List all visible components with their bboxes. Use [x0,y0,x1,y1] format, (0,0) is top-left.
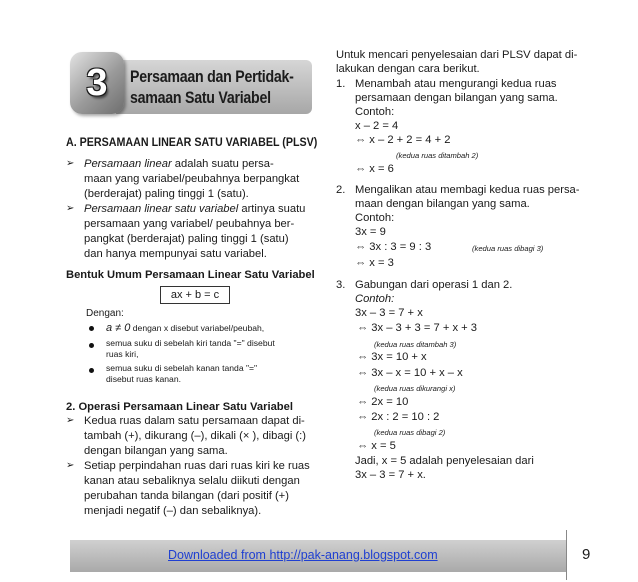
p4-line3: perubahan tanda bilangan (dari positif (+) [84,490,289,502]
item1-eq1: x – 2 = 4 [355,120,399,132]
p3-line3: dengan bilangan yang sama. [84,445,228,457]
item1-eq3: ⇔ x = 6 [355,163,394,175]
item3-note2: (kedua ruas ditambah 3) [374,340,457,349]
item2-eq3: ⇔ x = 3 [355,257,394,269]
section-a-heading: A. PERSAMAAN LINEAR SATU VARIABEL (PLSV) [66,137,318,149]
item2-eq1: 3x = 9 [355,226,386,238]
p3-line1: Kedua ruas dalam satu persamaan dapat di- [84,415,305,427]
item3-eq7: ⇔ x = 5 [357,440,396,452]
p4-line1: Setiap perpindahan ruas dari ruas kiri ke ruas [84,460,310,472]
p1-line1: Persamaan linear adalah suatu persa- [84,158,274,170]
download-link[interactable]: Downloaded from http://pak-anang.blogspot.com [168,548,438,562]
p1-line3: (berderajat) paling tinggi 1 (satu). [84,188,249,200]
arrow-bullet-icon: ➢ [66,203,75,214]
bullet-3-line1: semua suku di sebelah kanan tanda "=" [106,363,258,373]
section-2-heading: 2. Operasi Persamaan Linear Satu Variabel [66,401,293,413]
item1-number: 1. [336,78,346,90]
item3-note4: (kedua ruas dikurangi x) [374,384,456,393]
p3-line2: tambah (+), dikurang (–), dikali (× ), dibagi (:) [84,430,306,442]
item3-eq3: ⇔ 3x = 10 + x [357,351,427,363]
item2-number: 2. [336,184,346,196]
chapter-number-badge [70,52,124,114]
item1-note: (kedua ruas ditambah 2) [396,151,479,160]
p4-line4: menjadi negatif (–) dan sebaliknya). [84,505,262,517]
item3-eq4: ⇔ 3x – x = 10 + x – x [357,367,463,379]
arrow-bullet-icon: ➢ [66,415,75,426]
dengan-label: Dengan: [86,308,124,319]
general-form-heading: Bentuk Umum Persamaan Linear Satu Variabel [66,269,315,281]
item3-line: Gabungan dari operasi 1 dan 2. [355,279,513,291]
item3-eq2: ⇔ 3x – 3 + 3 = 7 + x + 3 [357,322,478,334]
item3-conclusion-line1: Jadi, x = 5 adalah penyelesaian dari [355,455,534,467]
p2-line2: persamaan yang variabel/ peubahnya ber- [84,218,295,230]
item2-contoh: Contoh: [355,212,395,224]
item1-eq2: ⇔ x – 2 + 2 = 4 + 2 [355,134,451,146]
p2-line3: pangkat (berderajat) paling tinggi 1 (satu) [84,233,289,245]
item3-note6: (kedua ruas dibagi 2) [374,428,446,437]
p2-line4: dan hanya mempunyai satu variabel. [84,248,267,260]
chapter-title-line2: samaan Satu Variabel [130,89,271,107]
bullet-2-line2: ruas kiri, [106,349,139,359]
item1-line2: persamaan dengan bilangan yang sama. [355,92,558,104]
item3-contoh: Contoh: [355,293,395,305]
chapter-number: 3 [86,61,108,104]
footer-bar [70,540,566,572]
bullet-3-line2: disebut ruas kanan. [106,374,182,384]
chapter-title-box [116,60,312,114]
item1-contoh: Contoh: [355,106,395,118]
item2-note: (kedua ruas dibagi 3) [472,244,544,253]
p4-line2: kanan atau sebaliknya selalu diikuti dengan [84,475,300,487]
item3-eq1: 3x – 3 = 7 + x [355,307,423,319]
item3-eq6: ⇔ 2x : 2 = 10 : 2 [357,411,440,423]
item3-eq5: ⇔ 2x = 10 [357,396,409,408]
p1-line2: maan yang variabel/peubahnya berpangkat [84,173,300,185]
intro-line2: lakukan dengan cara berikut. [336,63,480,75]
arrow-bullet-icon: ➢ [66,158,75,169]
item1-line1: Menambah atau mengurangi kedua ruas [355,78,557,90]
item2-line2: maan dengan bilangan yang sama. [355,198,530,210]
bullet-2-line1: semua suku di sebelah kiri tanda "=" disebut [106,338,275,348]
bullet-1: a ≠ 0 dengan x disebut variabel/peubah, [106,322,265,334]
general-form-formula: ax + b = c [160,286,230,304]
bullet-dot-icon [89,326,94,331]
page-number: 9 [582,546,591,563]
arrow-bullet-icon: ➢ [66,460,75,471]
bullet-dot-icon [89,343,94,348]
bullet-dot-icon [89,368,94,373]
item3-conclusion-line2: 3x – 3 = 7 + x. [355,469,426,481]
chapter-title-line1: Persamaan dan Pertidak- [130,68,294,86]
item3-number: 3. [336,279,346,291]
footer-divider [566,530,567,580]
item2-eq2: ⇔ 3x : 3 = 9 : 3 [355,241,432,253]
item2-line1: Mengalikan atau membagi kedua ruas persa- [355,184,580,196]
p2-line1: Persamaan linear satu variabel artinya suatu [84,203,306,215]
intro-line1: Untuk mencari penyelesaian dari PLSV dapat di- [336,49,578,61]
